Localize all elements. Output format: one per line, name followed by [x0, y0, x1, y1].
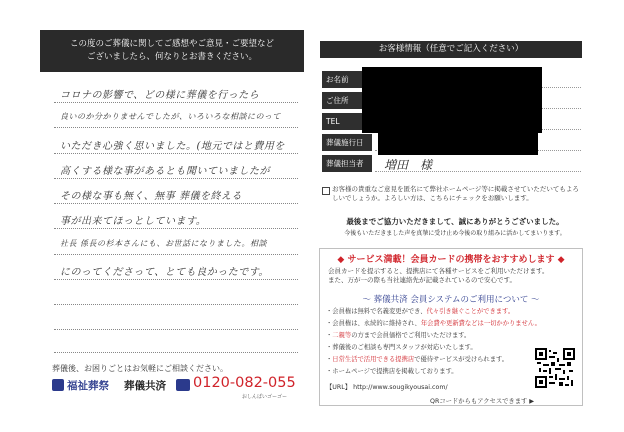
ruled-line — [54, 304, 298, 305]
phone-ruby: おしんぱいゴーゴー — [242, 394, 288, 400]
benefit-item: ・二親等の方まで会員価格でご利用いただけます。 — [326, 332, 471, 339]
qr-code-graphic — [535, 348, 575, 388]
handwritten-line: 事が出来てほっとしています。 — [60, 216, 207, 227]
benefit-item: ・会員権は、永続的に維持され、年会費や更新費などは一切かかりません。 — [326, 320, 541, 327]
thanks-line1: 最後までご協力いただきまして、誠にありがとうございました。 — [346, 217, 564, 226]
service-desc-line1: 会員カードを提示すると、提携店にて各種サービスをご利用いただけます。 — [328, 267, 549, 275]
handwritten-line: 社長 係長の杉本さんにも、お世話になりました。相談 — [60, 239, 268, 248]
comment-header — [40, 30, 304, 72]
redaction-block — [362, 89, 542, 111]
website-url[interactable]: 【URL】 http://www.sougikyousai.com/ — [326, 384, 448, 391]
ruled-line — [54, 102, 298, 103]
ruled-line — [54, 352, 298, 353]
redaction-block — [378, 133, 538, 155]
handwritten-line: いただき心強く思いました。(地元ではと費用を — [60, 141, 285, 152]
benefit-item: ・葬儀後のご相談も専門スタッフが対応いたします。 — [326, 344, 477, 351]
redaction-block — [362, 111, 542, 133]
benefit-item: ・ホームページで提携店を掲載しております。 — [326, 368, 458, 375]
handwritten-line: その様な事も無く、無事 葬儀を終える — [60, 191, 242, 202]
field-label-tel: TEL — [322, 113, 372, 130]
aftercare-note: 葬儀後、お困りごとはお気軽にご相談ください。 — [52, 364, 228, 373]
qr-caption: QRコードからもアクセスできます ▶ — [430, 398, 535, 405]
comment-header-line1: この度のご葬儀に関してご感想やご意見・ご要望など — [69, 39, 274, 49]
logo-name-fukushi: 福祉葬祭 — [67, 380, 109, 392]
benefit-item: ・会員権は無料で名義変更ができ、代々引き継ぐことができます。 — [326, 308, 515, 315]
freedial-icon — [176, 379, 190, 391]
customer-info-header: お客様情報（任意でご記入ください） — [320, 41, 582, 58]
ruled-line — [54, 127, 298, 128]
handwritten-line: 良いのか分かりませんでしたが、いろいろな相談にのって — [60, 112, 281, 121]
ruled-line — [54, 329, 298, 330]
staff-value: 増田 様 — [384, 158, 433, 172]
logo-name-kyosai: 葬儀共済 — [124, 380, 166, 392]
logo-mark-icon — [52, 379, 64, 391]
ruled-line — [54, 279, 298, 280]
benefit-item: ・日常生活で活用できる提携店で優待サービスが受けられます。 — [326, 356, 509, 363]
handwritten-line: にのってくださって、とても良かったです。 — [60, 267, 269, 278]
redaction-block — [362, 67, 542, 89]
ruled-line — [54, 228, 298, 229]
field-label-address: ご住所 — [322, 92, 372, 109]
qr-code-icon[interactable] — [535, 348, 575, 388]
service-desc-line2: また、万が一の際も当社連絡先が記載されているので安心です。 — [328, 276, 516, 284]
phone-number[interactable]: 0120-082-055 — [193, 375, 296, 391]
consent-text: お客様の貴重なご意見を匿名にて弊社ホームページ等に掲載させていただいてもよろしいでしょうか。よろしい方は、こちらにチェックをお願いします。 — [332, 185, 579, 202]
thanks-line2: 今後もいただきました声を真摯に受け止め今後の取り組みに活かしてまいります。 — [344, 230, 566, 237]
comment-header-line2: ございましたら、何なりとお書きください。 — [86, 52, 257, 62]
field-label-date: 葬儀施行日 — [322, 134, 372, 151]
ruled-line — [54, 178, 298, 179]
thanks-message — [330, 216, 580, 240]
service-title: ◆ サービス満載！会員カードの携帯をおすすめします ◆ — [337, 255, 565, 265]
handwritten-line: コロナの影響で、どの様に葬儀を行ったら — [60, 90, 260, 101]
field-label-name: お名前 — [322, 71, 372, 88]
ruled-line — [54, 203, 298, 204]
field-label-staff: 葬儀担当者 — [322, 155, 372, 172]
company-logo — [52, 375, 302, 402]
handwritten-line: 高くする様な事があるとも聞いていましたが — [60, 166, 270, 177]
ruled-line — [54, 254, 298, 255]
service-description — [328, 267, 578, 285]
ruled-line — [54, 153, 298, 154]
member-system-title: 〜 葬儀共済 会員システムのご利用について 〜 — [362, 295, 540, 305]
